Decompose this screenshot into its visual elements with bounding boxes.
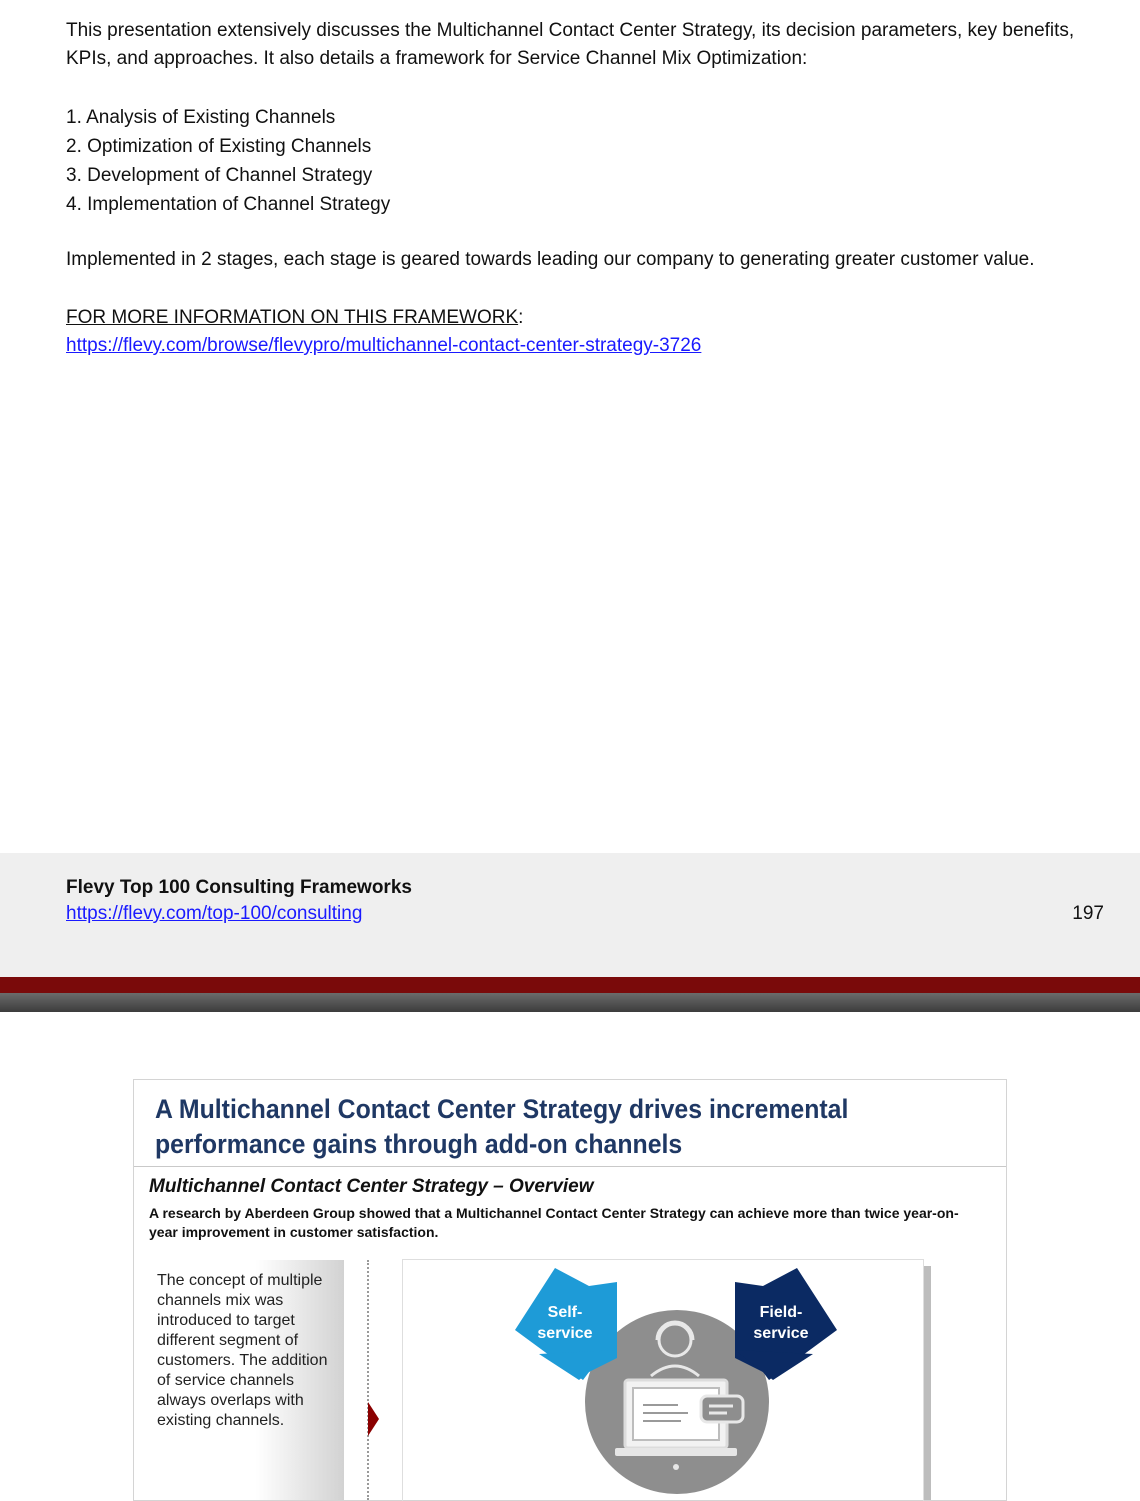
more-info-block: [66, 304, 1086, 360]
more-info-label: FOR MORE INFORMATION ON THIS FRAMEWORK: [66, 307, 519, 328]
channel-diagram: [402, 1259, 924, 1501]
framework-steps-list: [66, 103, 1086, 219]
slide-preview: [133, 1079, 1007, 1501]
footer-title: Flevy Top 100 Consulting Frameworks: [66, 877, 412, 898]
concept-box: [148, 1260, 344, 1500]
list-item: 3. Development of Channel Strategy: [66, 165, 373, 186]
field-service-label-2: service: [753, 1325, 809, 1342]
diagram-shadow: [923, 1266, 931, 1500]
slide-divider: [134, 1166, 1006, 1167]
list-item: 1. Analysis of Existing Channels: [66, 107, 336, 128]
slide-description: A research by Aberdeen Group showed that a Multichannel Contact Center Strategy can achieve more than twice year-on-year improvement in customer satisfaction.: [149, 1205, 959, 1240]
page-divider-red: [0, 977, 1140, 993]
self-service-label-2: service: [537, 1325, 593, 1342]
intro-paragraph: This presentation extensively discusses the Multichannel Contact Center Strategy, its decision parameters, key benefits, KPIs, and approaches. It also details a framework for Service Channel Mix Optimization:: [66, 20, 1075, 69]
framework-link[interactable]: https://flevy.com/browse/flevypro/multichannel-contact-center-strategy-3726: [66, 335, 702, 356]
slide-title: A Multichannel Contact Center Strategy drives incremental performance gains through add-on channels: [155, 1094, 849, 1159]
concept-text: The concept of multiple channels mix was introduced to target different segment of customers. The addition of service channels always overlaps with existing channels.: [157, 1272, 328, 1429]
more-info-colon: :: [518, 307, 524, 328]
dotted-divider: [367, 1260, 369, 1500]
page-number: 197: [1072, 903, 1104, 924]
list-item: 4. Implementation of Channel Strategy: [66, 194, 391, 215]
stages-paragraph: Implemented in 2 stages, each stage is geared towards leading our company to generating greater customer value.: [66, 249, 1035, 270]
slide-subtitle: Multichannel Contact Center Strategy – Overview: [149, 1176, 594, 1197]
field-service-label-1: Field-: [759, 1304, 803, 1321]
self-service-label-1: Self-: [547, 1304, 583, 1321]
page-footer: [0, 853, 1140, 977]
pointer-arrow-icon: [368, 1402, 379, 1436]
page-divider-grey: [0, 993, 1140, 1012]
chat-bubble-icon: [701, 1396, 743, 1422]
list-item: 2. Optimization of Existing Channels: [66, 136, 372, 157]
footer-link[interactable]: https://flevy.com/top-100/consulting: [66, 903, 363, 924]
